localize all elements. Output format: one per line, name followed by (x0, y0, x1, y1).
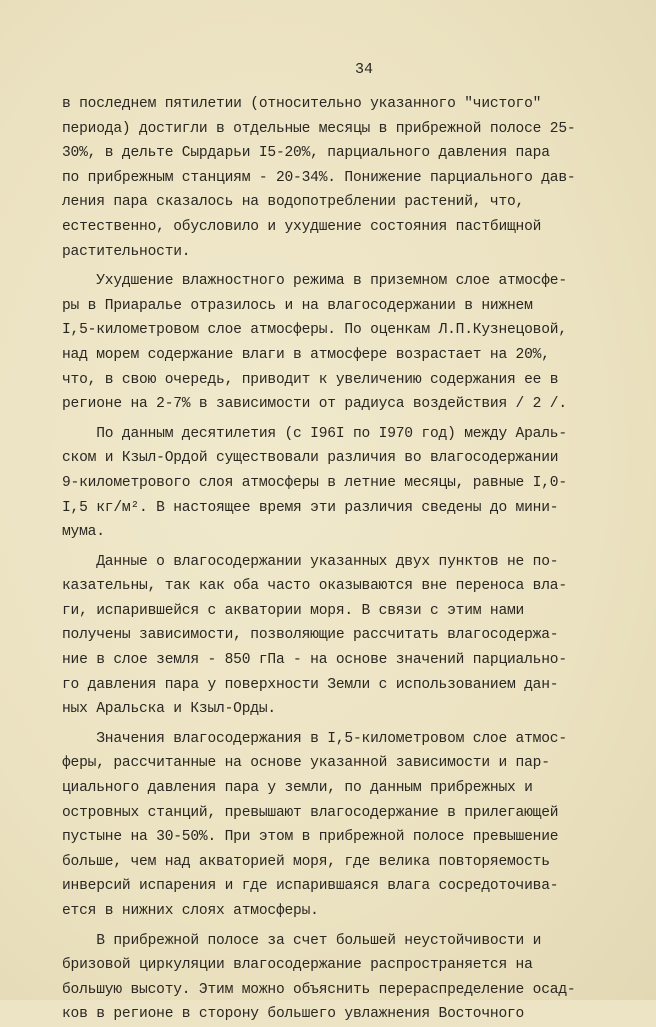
text-line: больше, чем над акваторией моря, где велика повторяемость (62, 853, 550, 870)
text-line: По данным десятилетия (с I96I по I970 год) между Араль- (62, 425, 567, 442)
text-line: 30%, в дельте Сырдарьи I5-20%, парциального давления пара (62, 145, 550, 162)
text-line: циального давления пара у земли, по данным прибрежных и (62, 780, 533, 797)
text-line: большую высоту. Этим можно объяснить перераспределение осад- (62, 981, 576, 998)
paragraph-3 (62, 422, 616, 545)
text-line: Ухудшение влажностного режима в приземном слое атмосфе- (62, 273, 567, 290)
text-line: естественно, обусловило и ухудшение состояния пастбищной (62, 218, 542, 235)
text-line: феры, рассчитанные на основе указанной зависимости и пар- (62, 755, 550, 772)
text-line: ления пара сказалось на водопотреблении растений, что, (62, 194, 525, 211)
text-line: получены зависимости, позволяющие рассчитать влагосодержа- (62, 627, 559, 644)
text-line: пустыне на 30-50%. При этом в прибрежной полосе превышение (62, 829, 559, 846)
text-line: ги, испарившейся с акватории моря. В связи с этим нами (62, 602, 525, 619)
text-line: в последнем пятилетии (относительно указанного "чистого" (62, 96, 542, 112)
text-line: Значения влагосодержания в I,5-километровом слое атмос- (62, 730, 567, 747)
text-line: ется в нижних слоях атмосферы. (62, 903, 319, 919)
text-line: казательны, так как оба часто оказываются вне переноса вла- (62, 578, 567, 595)
page-number: 34 (354, 61, 373, 78)
text-line: Данные о влагосодержании указанных двух пунктов не по- (62, 553, 559, 570)
text-line: островных станций, превышают влагосодержание в прилегающей (62, 804, 559, 821)
text-line: периода) достигли в отдельные месяцы в прибрежной полосе 25- (62, 120, 576, 137)
text-line: В прибрежной полосе за счет большей неустойчивости и (62, 932, 542, 949)
paragraph-5 (62, 727, 616, 924)
body-text (62, 92, 616, 1027)
text-line: ском и Кзыл-Ордой существовали различия во влагосодержании (62, 450, 559, 467)
paragraph-2 (62, 269, 616, 417)
text-line: по прибрежным станциям - 20-34%. Понижение парциального дав- (62, 169, 576, 186)
text-line: мума. (62, 524, 105, 541)
text-line: над морем содержание влаги в атмосфере возрастает на 20%, (62, 346, 550, 363)
paragraph-1 (62, 92, 616, 264)
paragraph-6 (62, 929, 616, 1027)
text-line: что, в свою очередь, приводит к увеличению содержания ее в (62, 371, 559, 388)
text-line: инверсий испарения и где испарившаяся влага сосредоточива- (62, 878, 559, 895)
text-line: I,5-километровом слое атмосферы. По оценкам Л.П.Кузнецовой, (62, 322, 567, 339)
text-line: регионе на 2-7% в зависимости от радиуса воздействия / 2 /. (62, 396, 567, 413)
text-line: ние в слое земля - 850 гПа - на основе значений парциально- (62, 652, 567, 669)
text-line: растительности. (62, 243, 191, 260)
text-line: ков в регионе в сторону большего увлажнения Восточного (62, 1006, 525, 1023)
text-line: ры в Приаралье отразилось и на влагосодержании в нижнем (62, 297, 533, 314)
text-line: бризовой циркуляции влагосодержание распространяется на (62, 957, 533, 974)
text-line: 9-километрового слоя атмосферы в летние месяцы, равные I,0- (62, 474, 567, 491)
paragraph-4 (62, 550, 616, 722)
text-line: го давления пара у поверхности Земли с использованием дан- (62, 676, 559, 693)
text-line: I,5 кг/м². В настоящее время эти различия сведены до мини- (62, 499, 559, 516)
text-line: ных Аральска и Кзыл-Орды. (62, 701, 276, 718)
